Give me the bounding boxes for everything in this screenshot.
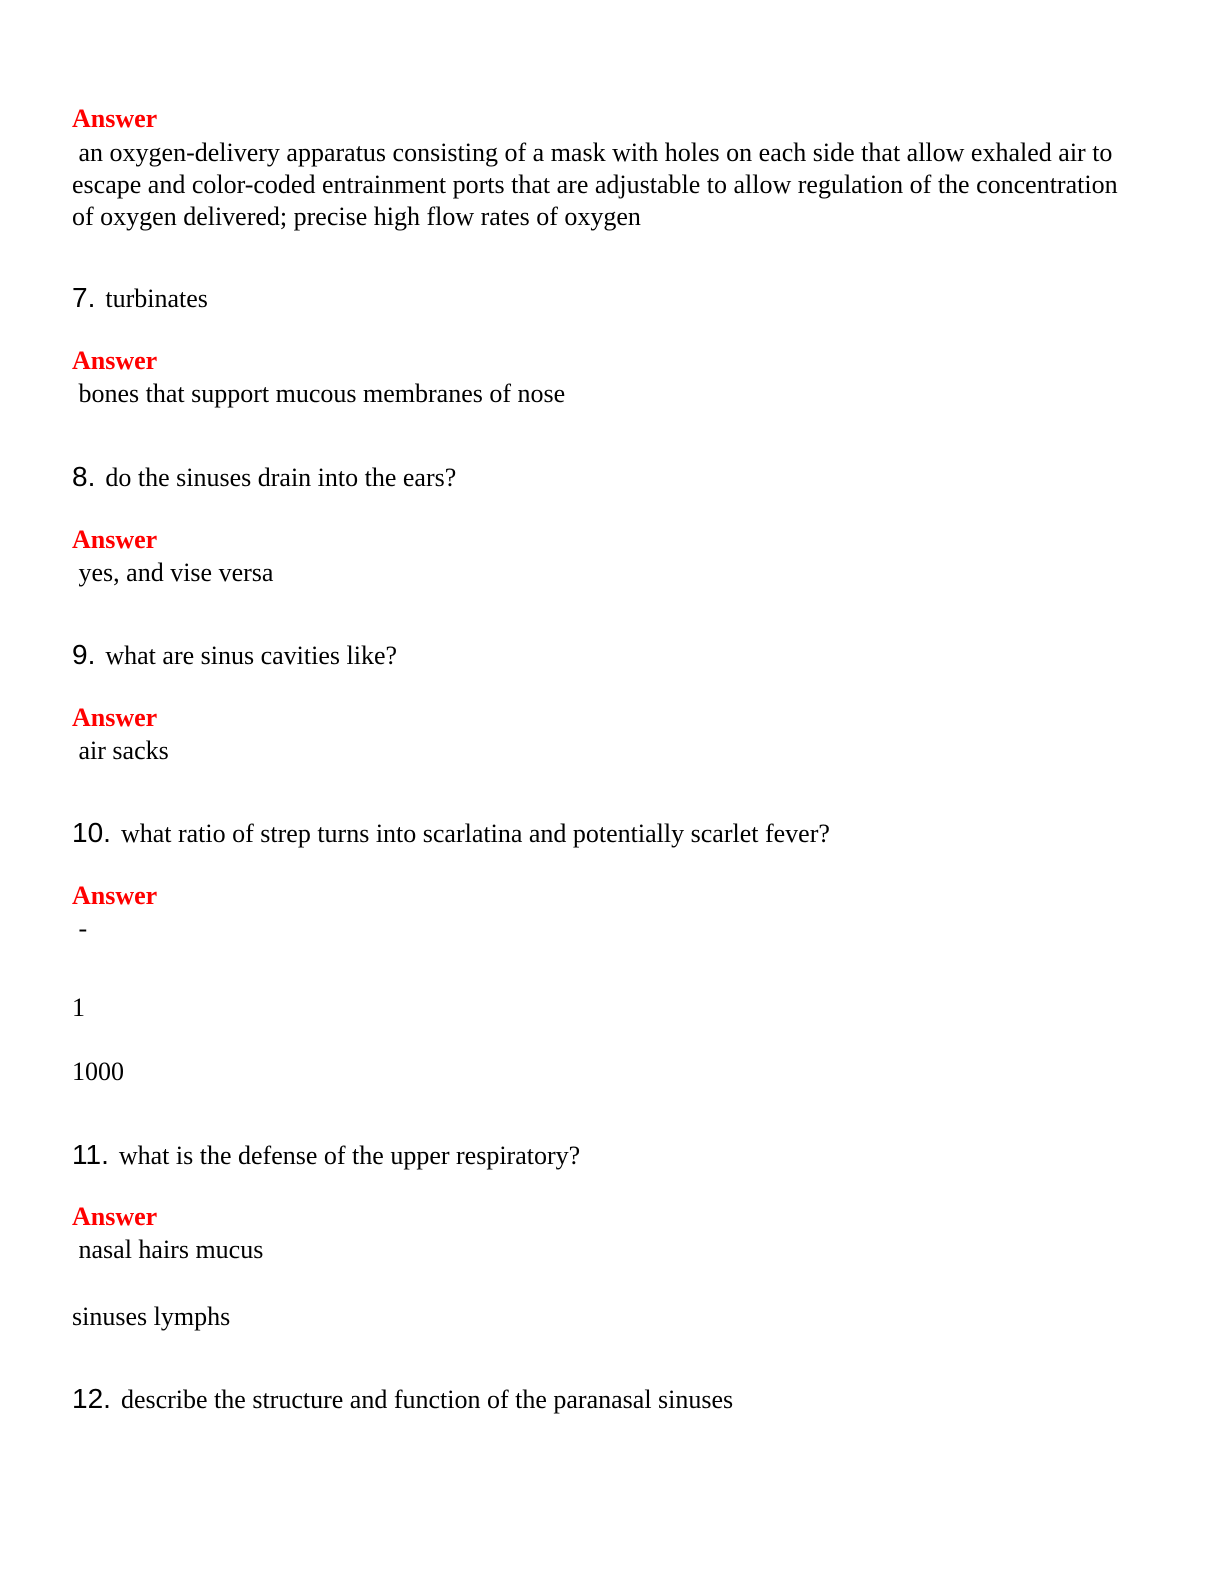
- question-number: 11.: [72, 1139, 109, 1170]
- question-text: do the sinuses drain into the ears?: [105, 463, 457, 492]
- answer-text-line: 1: [72, 993, 85, 1022]
- question-text: what are sinus cavities like?: [105, 641, 398, 670]
- answer-text: yes, and vise versa: [72, 558, 274, 587]
- question-8: [72, 461, 456, 494]
- answer-text: an oxygen-delivery apparatus consisting of a mask with holes on each side that allow exhaled air to escape and color-coded entrainment ports that are adjustable to allow regulation of the concentration of oxygen delivered; precise high flow rates of oxygen: [72, 138, 1125, 231]
- question-number: 8.: [72, 461, 96, 492]
- answer-text: bones that support mucous membranes of nose: [72, 379, 566, 408]
- answer-text-line: sinuses lymphs: [72, 1302, 231, 1331]
- question-number: 10.: [72, 817, 111, 848]
- answer-text: air sacks: [72, 736, 169, 765]
- question-text: what ratio of strep turns into scarlatina and potentially scarlet fever?: [120, 819, 830, 848]
- answer-label: Answer: [72, 703, 158, 732]
- answer-label: Answer: [72, 104, 158, 133]
- question-11: [72, 1139, 580, 1172]
- answer-text: -: [72, 914, 88, 943]
- answer-label: Answer: [72, 881, 158, 910]
- answer-label: Answer: [72, 346, 158, 375]
- question-number: 7.: [72, 282, 96, 313]
- question-12: [72, 1383, 733, 1416]
- answer-label: Answer: [72, 1202, 158, 1231]
- question-text: describe the structure and function of the paranasal sinuses: [120, 1385, 734, 1414]
- question-9: [72, 639, 397, 672]
- question-text: turbinates: [105, 284, 208, 313]
- question-10: [72, 817, 830, 850]
- question-7: [72, 282, 208, 315]
- answer-text: nasal hairs mucus: [72, 1235, 264, 1264]
- question-number: 9.: [72, 639, 96, 670]
- question-number: 12.: [72, 1383, 111, 1414]
- question-text: what is the defense of the upper respiratory?: [118, 1141, 581, 1170]
- answer-text-line: 1000: [72, 1057, 124, 1086]
- answer-label: Answer: [72, 525, 158, 554]
